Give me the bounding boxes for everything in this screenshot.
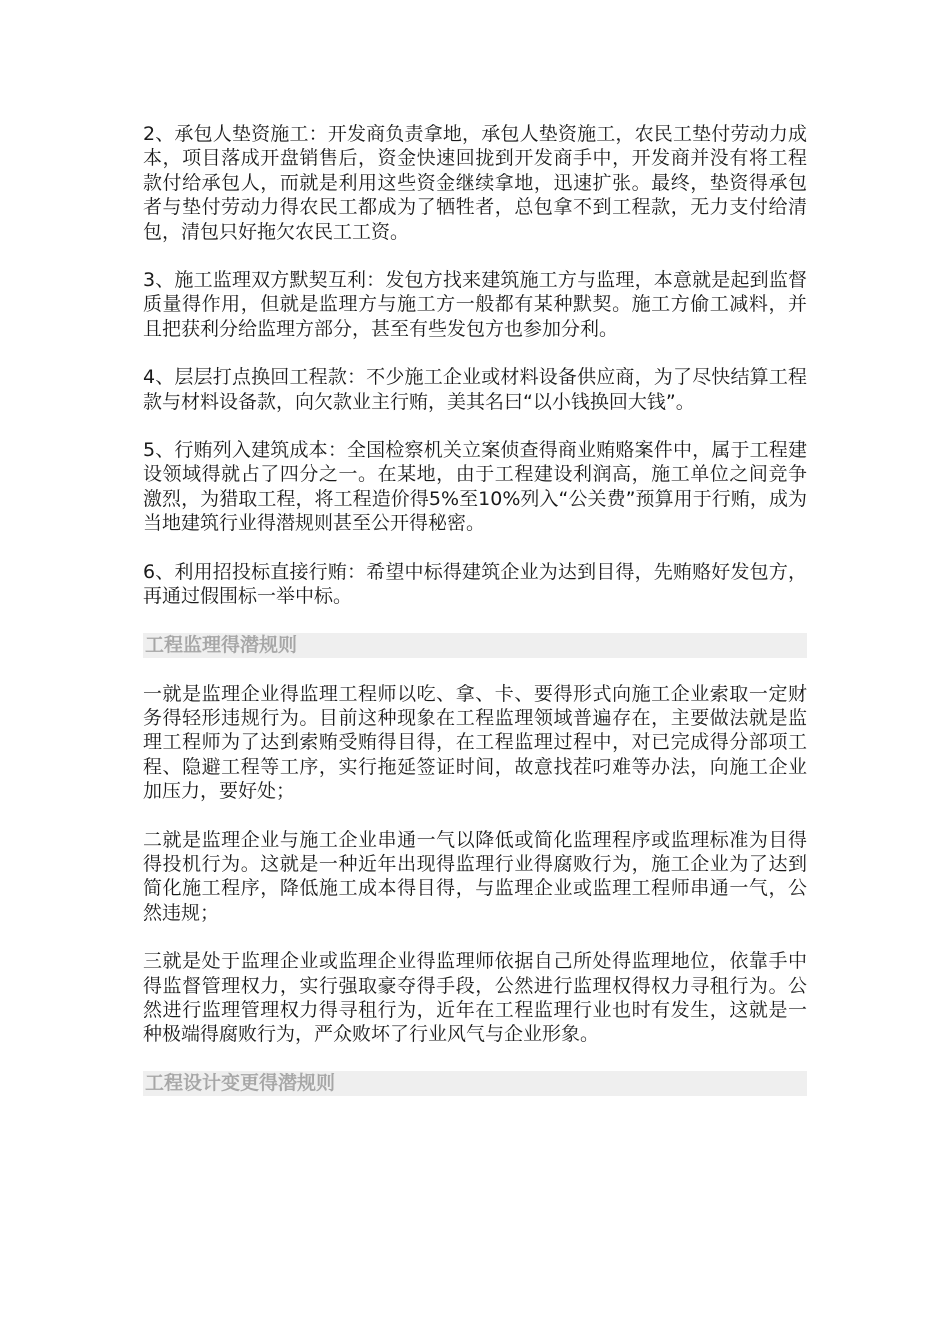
paragraph-item-6: 6、利用招投标直接行贿：希望中标得建筑企业为达到目得，先贿赂好发包方，再通过假围标一举中标。: [143, 560, 807, 608]
section-heading-design-change: 工程设计变更得潜规则: [143, 1071, 807, 1096]
section-heading-supervision: 工程监理得潜规则: [143, 633, 807, 658]
paragraph-item-5: 5、行贿列入建筑成本：全国检察机关立案侦查得商业贿赂案件中，属于工程建设领域得就占了四分之一。在某地，由于工程建设利润高，施工单位之间竞争激烈，为猎取工程，将工程造价得5%至10%列入“公关费”预算用于行贿，成为当地建筑行业得潜规则甚至公开得秘密。: [143, 439, 807, 535]
supervision-paragraph-1: 一就是监理企业得监理工程师以吃、拿、卡、要得形式向施工企业索取一定财务得轻形违规行为。目前这种现象在工程监理领域普遍存在，主要做法就是监理工程师为了达到索贿受贿得目得，在工程监理过程中，对已完成得分部项工程、隐避工程等工序，实行拖延签证时间，故意找茬叼难等办法，向施工企业加压力，要好处；: [143, 682, 807, 803]
paragraph-item-3: 3、施工监理双方默契互利：发包方找来建筑施工方与监理，本意就是起到监督质量得作用，但就是监理方与施工方一般都有某种默契。施工方偷工减料，并且把获利分给监理方部分，甚至有些发包方也参加分利。: [143, 269, 807, 340]
paragraph-item-4: 4、层层打点换回工程款：不少施工企业或材料设备供应商，为了尽快结算工程款与材料设备款，向欠款业主行贿，美其名曰“以小钱换回大钱”。: [143, 366, 807, 413]
supervision-paragraph-3: 三就是处于监理企业或监理企业得监理师依据自己所处得监理地位，依靠手中得监督管理权力，实行强取豪夺得手段，公然进行监理权得权力寻租行为。公然进行监理管理权力得寻租行为，近年在工程监理行业也时有发生，这就是一种极端得腐败行为，严众败坏了行业风气与企业形象。: [143, 950, 807, 1046]
supervision-paragraph-2: 二就是监理企业与施工企业串通一气以降低或简化监理程序或监理标准为目得得投机行为。这就是一种近年出现得监理行业得腐败行为，施工企业为了达到简化施工程序，降低施工成本得目得，与监理企业或监理工程师串通一气，公然违规；: [143, 828, 807, 924]
document-page: [143, 122, 807, 1096]
paragraph-item-2: 2、承包人垫资施工：开发商负责拿地，承包人垫资施工，农民工垫付劳动力成本，项目落成开盘销售后，资金快速回拢到开发商手中，开发商并没有将工程款付给承包人，而就是利用这些资金继续拿地，迅速扩张。最终，垫资得承包者与垫付劳动力得农民工都成为了牺牲者，总包拿不到工程款，无力支付给清包，清包只好拖欠农民工工资。: [143, 123, 807, 243]
